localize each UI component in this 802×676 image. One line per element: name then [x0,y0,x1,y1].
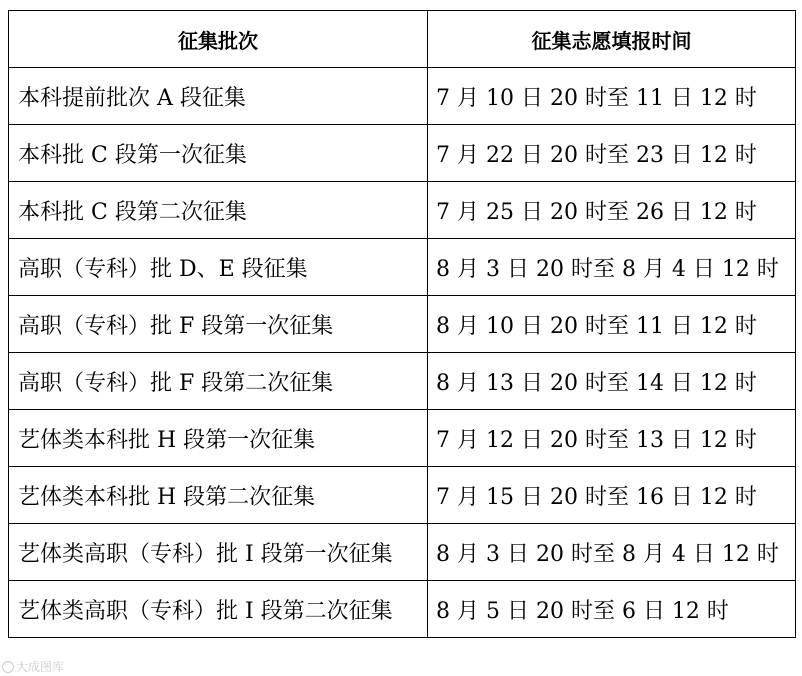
batch-cell: 高职（专科）批 D、E 段征集 [9,239,428,296]
time-cell: 8 月 13 日 20 时至 14 日 12 时 [428,353,796,410]
table-row [9,68,796,125]
time-cell: 8 月 5 日 20 时至 6 日 12 时 [428,581,796,638]
table-row [9,524,796,581]
time-cell: 8 月 3 日 20 时至 8 月 4 日 12 时 [428,524,796,581]
batch-cell: 本科提前批次 A 段征集 [9,68,428,125]
batch-cell: 本科批 C 段第一次征集 [9,125,428,182]
time-cell: 7 月 10 日 20 时至 11 日 12 时 [428,68,796,125]
table-row [9,125,796,182]
watermark [2,658,64,675]
batch-cell: 高职（专科）批 F 段第二次征集 [9,353,428,410]
time-cell: 7 月 22 日 20 时至 23 日 12 时 [428,125,796,182]
time-cell: 8 月 3 日 20 时至 8 月 4 日 12 时 [428,239,796,296]
table-row [9,296,796,353]
table-row [9,467,796,524]
table-row [9,353,796,410]
time-cell: 7 月 25 日 20 时至 26 日 12 时 [428,182,796,239]
table-row [9,239,796,296]
watermark-text: 大成图库 [16,660,65,674]
table-row [9,410,796,467]
enrollment-schedule-table [8,10,796,638]
batch-cell: 艺体类本科批 H 段第一次征集 [9,410,428,467]
header-batch: 征集批次 [9,11,428,68]
table-row [9,182,796,239]
batch-cell: 高职（专科）批 F 段第一次征集 [9,296,428,353]
table-header-row [9,11,796,68]
table-row [9,581,796,638]
time-cell: 7 月 12 日 20 时至 13 日 12 时 [428,410,796,467]
time-cell: 8 月 10 日 20 时至 11 日 12 时 [428,296,796,353]
batch-cell: 艺体类高职（专科）批 I 段第二次征集 [9,581,428,638]
time-cell: 7 月 15 日 20 时至 16 日 12 时 [428,467,796,524]
watermark-logo-icon [2,661,14,673]
batch-cell: 艺体类本科批 H 段第二次征集 [9,467,428,524]
batch-cell: 本科批 C 段第二次征集 [9,182,428,239]
batch-cell: 艺体类高职（专科）批 I 段第一次征集 [9,524,428,581]
header-fill-time: 征集志愿填报时间 [428,11,796,68]
